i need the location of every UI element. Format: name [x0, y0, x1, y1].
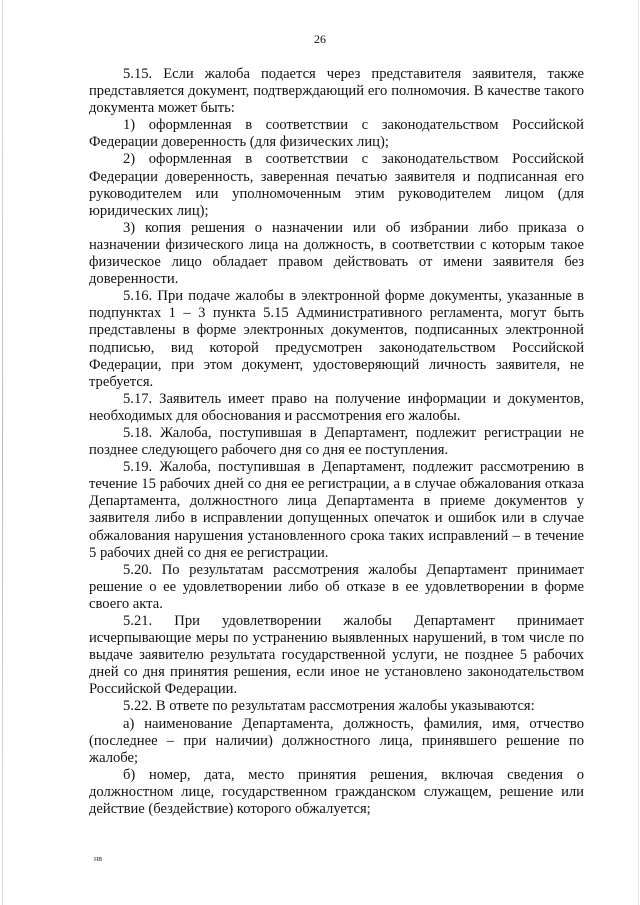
paragraph-5-17: 5.17. Заявитель имеет право на получение информации и документов, необходимых для обоснования и рассмотрения его жалобы.: [89, 390, 584, 424]
paragraph-5-21: 5.21. При удовлетворении жалобы Департамент принимает исчерпывающие меры по устранению выявленных нарушений, в том числе по выдаче заявителю результата государственной услуги, не позднее 5 рабочих дней со дня принятия решения, если иное не установлено законодательством Российской Федерации.: [89, 613, 584, 698]
paragraph-item-b: б) номер, дата, место принятия решения, включая сведения о должностном лице, государственном гражданском служащем, решение или действие (бездействие) которого обжалуется;: [89, 766, 584, 818]
paragraph-5-19: 5.19. Жалоба, поступившая в Департамент, подлежит рассмотрению в течение 15 рабочих дней со дня ее регистрации, а в случае обжалования отказа Департамента, должностного лица Департамента в приеме документов у заявителя либо в исправлении допущенных опечаток и ошибок или в случае обжалования нарушения установленного срока таких исправлений – в течение 5 рабочих дней со дня ее регистрации.: [89, 459, 584, 561]
paragraph-5-15: 5.15. Если жалоба подается через представителя заявителя, также представляется документ, подтверждающий его полномочия. В качестве такого документа может быть:: [89, 66, 584, 117]
paragraph-5-16: 5.16. При подаче жалобы в электронной форме документы, указанные в подпунктах 1 – 3 пункта 5.15 Административного регламента, могут быть представлены в форме электронных документов, подписанных электронной подписью, вид которой предусмотрен законодательством Российской Федерации, при этом документ, удостоверяющий личность заявителя, не требуется.: [89, 288, 584, 390]
paragraph-item-1: 1) оформленная в соответствии с законодательством Российской Федерации доверенность (для физических лиц);: [89, 117, 584, 151]
footer-mark: нв: [94, 854, 103, 863]
scan-edge-right: [638, 0, 639, 905]
page-number: 26: [314, 32, 326, 46]
paragraph-item-3: 3) копия решения о назначении или об избрании либо приказа о назначении физического лица на должность, в соответствии с которым такое физическое лицо обладает правом действовать от имени заявителя без доверенности.: [89, 219, 584, 288]
paragraph-item-a: а) наименование Департамента, должность, фамилия, имя, отчество (последнее – при наличии) должностного лица, принявшего решение по жалобе;: [89, 715, 584, 766]
paragraph-5-22: 5.22. В ответе по результатам рассмотрения жалобы указываются:: [123, 698, 535, 715]
scan-edge-left: [2, 0, 3, 905]
paragraph-5-20: 5.20. По результатам рассмотрения жалобы Департамент принимает решение о ее удовлетворении либо об отказе в ее удовлетворении в форме своего акта.: [89, 561, 584, 612]
paragraph-item-2: 2) оформленная в соответствии с законодательством Российской Федерации доверенность, заверенная печатью заявителя и подписанная его руководителем или уполномоченным этим руководителем лицом (для юридических лиц);: [89, 151, 584, 219]
document-body: [89, 66, 584, 818]
paragraph-5-18: 5.18. Жалоба, поступившая в Департамент, подлежит регистрации не позднее следующего рабочего дня со дня ее поступления.: [89, 424, 584, 459]
